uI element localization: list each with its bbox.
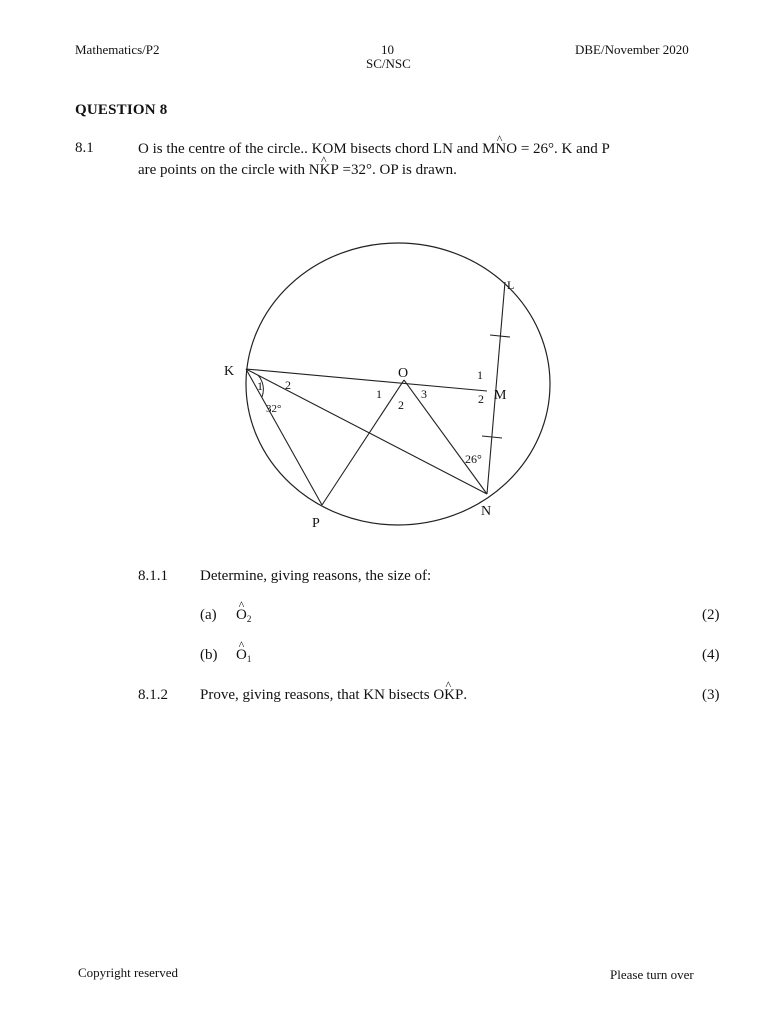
subquestion-text-8-1-2-a: Prove, giving reasons, that KN bisects xyxy=(200,687,434,703)
header-subject: Mathematics/P2 xyxy=(75,42,160,57)
subquestion-text-8-1-2 xyxy=(200,687,467,704)
header-page-sub: SC/NSC xyxy=(366,56,411,71)
part-b-marks: (4) xyxy=(702,647,720,663)
part-b-symbol: O ^ xyxy=(236,647,247,664)
subquestion-8-1-2-marks: (3) xyxy=(702,687,720,703)
angle-nkp: NKP ^ xyxy=(309,162,339,179)
label-k-angle: 32° xyxy=(266,403,282,415)
subquestion-number-8-1-2: 8.1.2 xyxy=(138,687,168,703)
part-a-subscript: 2 xyxy=(246,614,252,624)
part-b-subscript: 1 xyxy=(246,654,252,664)
header-page-number: 10 xyxy=(381,42,394,57)
label-m: M xyxy=(494,388,507,403)
label-n: N xyxy=(481,504,492,519)
footer-turn-over: Please turn over xyxy=(610,967,694,982)
part-a-label: (a) xyxy=(200,607,217,623)
label-m2: 2 xyxy=(478,392,484,406)
label-l: L xyxy=(507,278,515,292)
question-text-line1-a: O is the centre of the circle.. KOM bisects chord LN and xyxy=(138,141,483,157)
question-text-line2-b: =32°. OP is drawn. xyxy=(338,162,457,178)
line-op xyxy=(322,380,404,505)
line-on xyxy=(404,380,487,494)
label-k2: 2 xyxy=(285,378,291,392)
label-m1: 1 xyxy=(477,368,483,382)
part-b-angle xyxy=(236,647,251,664)
label-o1: 1 xyxy=(376,387,382,401)
question-number: 8.1 xyxy=(75,140,94,156)
part-a-marks: (2) xyxy=(702,607,720,623)
angle-mno: MNO ^ xyxy=(482,141,517,158)
part-b-label: (b) xyxy=(200,647,218,663)
header-exam: DBE/November 2020 xyxy=(575,42,689,57)
subquestion-number-8-1-1: 8.1.1 xyxy=(138,568,168,584)
subquestion-text-8-1-1: Determine, giving reasons, the size of: xyxy=(200,568,432,584)
label-p: P xyxy=(312,516,320,531)
question-text-line1-b: = 26°. K and P xyxy=(517,141,610,157)
question-text-line2-a: are points on the circle with xyxy=(138,162,309,178)
label-o2: 2 xyxy=(398,398,404,412)
question-title: QUESTION 8 xyxy=(75,102,168,118)
label-o3: 3 xyxy=(421,387,427,401)
subquestion-text-8-1-2-b: . xyxy=(463,687,468,703)
part-a-symbol: O ^ xyxy=(236,607,247,624)
label-n-angle: 26° xyxy=(465,452,482,466)
label-o: O xyxy=(398,366,409,381)
label-k1: 1 xyxy=(257,379,263,393)
label-k: K xyxy=(224,364,235,379)
footer-copyright: Copyright reserved xyxy=(78,965,179,980)
angle-okp: OKP ^ xyxy=(433,687,463,704)
part-a-angle xyxy=(236,607,251,624)
